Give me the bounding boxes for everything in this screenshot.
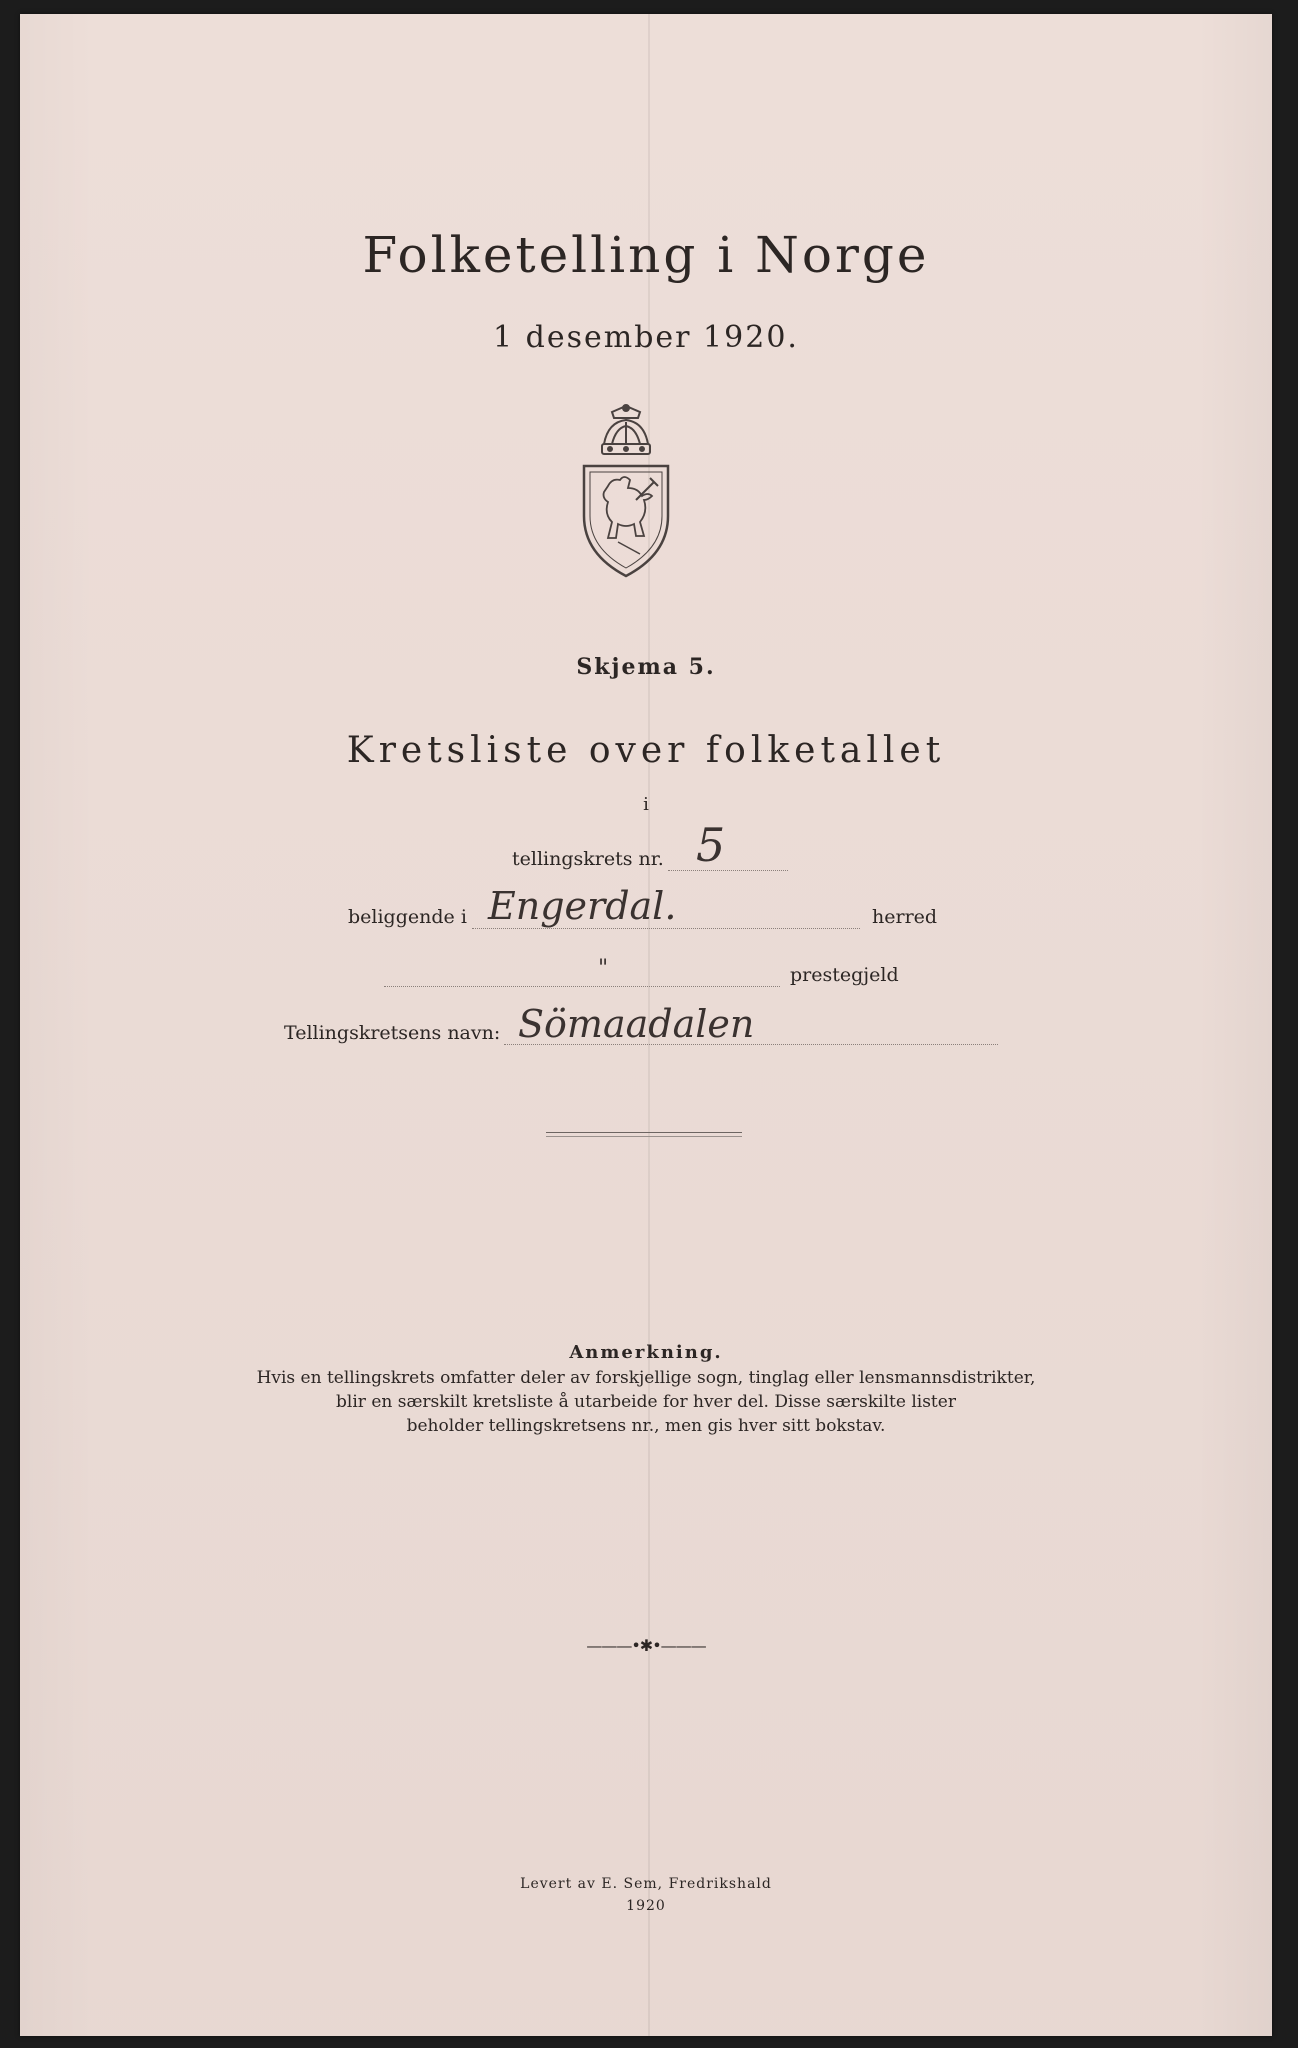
census-date: 1 desember 1920. xyxy=(493,320,799,355)
tellingskrets-value: 5 xyxy=(696,818,726,872)
prestegjeld-line xyxy=(384,986,780,987)
ornament-divider: ———•✱•——— xyxy=(586,1636,706,1655)
note-heading: Anmerkning. xyxy=(569,1342,723,1363)
printer-year: 1920 xyxy=(626,1898,666,1914)
kretsnavn-value: Sömaadalen xyxy=(518,1002,755,1046)
form-heading: Kretsliste over folketallet xyxy=(346,730,946,771)
census-form-sheet xyxy=(20,14,1272,2036)
note-line-3: beholder tellingskretsens nr., men gis hver sitt bokstav. xyxy=(406,1416,886,1436)
kretsnavn-label: Tellingskretsens navn: xyxy=(284,1022,501,1044)
prestegjeld-label: prestegjeld xyxy=(790,964,899,986)
divider-rule-lower xyxy=(546,1136,742,1137)
divider-rule xyxy=(546,1132,742,1133)
beliggende-value: Engerdal. xyxy=(488,884,677,928)
norwegian-coat-of-arms-icon xyxy=(578,404,674,580)
herred-label: herred xyxy=(872,906,938,928)
heading-preposition: i xyxy=(643,794,649,815)
beliggende-line xyxy=(472,928,860,929)
beliggende-label: beliggende i xyxy=(348,906,467,928)
printer-credit: Levert av E. Sem, Fredrikshald xyxy=(520,1876,772,1892)
note-line-2: blir en særskilt kretsliste å utarbeide for hver del. Disse særskilte lister xyxy=(336,1392,956,1412)
document-title: Folketelling i Norge xyxy=(362,226,930,284)
tellingskrets-line xyxy=(668,870,788,871)
prestegjeld-value: " xyxy=(598,956,609,981)
schema-number: Skjema 5. xyxy=(576,654,716,680)
tellingskrets-label: tellingskrets nr. xyxy=(512,848,664,870)
note-line-1: Hvis en tellingskrets omfatter deler av forskjellige sogn, tinglag eller lensmannsdistrikter, xyxy=(256,1368,1036,1388)
